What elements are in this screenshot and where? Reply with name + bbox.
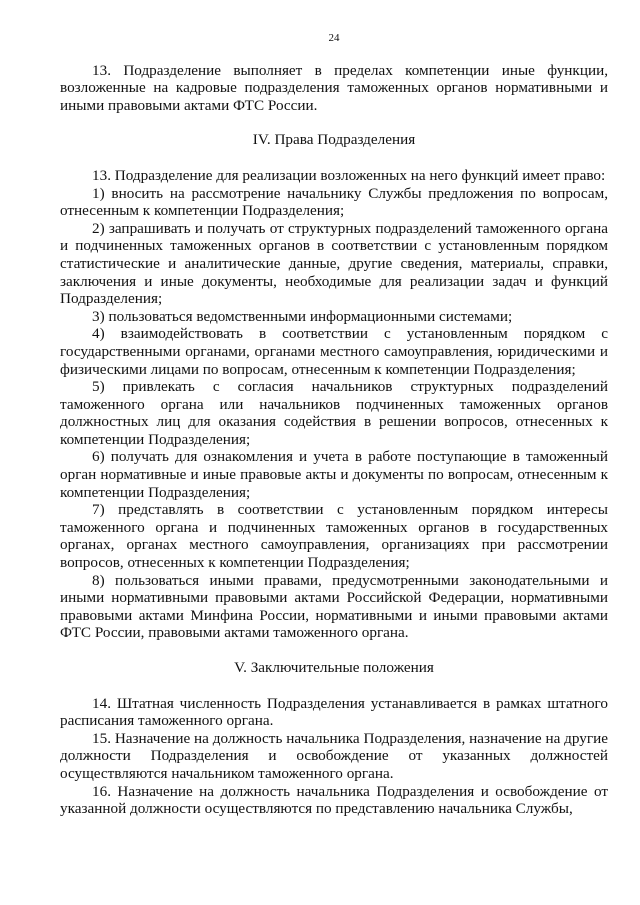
right-item-7: 7) представлять в соответствии с установленным порядком интересы таможенного органа и подчиненных таможенных органов в государственных органах, органах местного самоуправления, организациях при рассмотрении вопросов, отнесенных к компетенции Подразделения; (60, 501, 608, 572)
right-item-8: 8) пользоваться иными правами, предусмотренными законодательными и иными нормативными правовыми актами Российской Федерации, нормативными правовыми актами Минфина России, нормативными и иными правовыми актами ФТС России, правовыми актами таможенного органа. (60, 571, 608, 642)
final-provision-16: 16. Назначение на должность начальника Подразделения и освобождение от указанной должности осуществляются по представлению начальника Службы, (60, 782, 608, 818)
final-provision-15: 15. Назначение на должность начальника Подразделения, назначение на другие должности Подразделения и освобождение от указанных должностей осуществляются начальником таможенного органа. (60, 729, 608, 782)
final-provision-14: 14. Штатная численность Подразделения устанавливается в рамках штатного расписания таможенного органа. (60, 694, 608, 730)
right-item-5: 5) привлекать с согласия начальников структурных подразделений таможенного органа или начальников подчиненных таможенных органов должностных лиц для оказания содействия в решении вопросов, отнесенных к компетенции Подразделения; (60, 378, 608, 448)
right-item-3: 3) пользоваться ведомственными информационными системами; (92, 307, 513, 325)
section-iv-heading: IV. Права Подразделения (252, 131, 416, 149)
right-item-2: 2) запрашивать и получать от структурных подразделений таможенного органа и подчиненных таможенных органов в соответствии с установленным порядком статистические и аналитические данные, другие сведения, материалы, справки, заключения и иные документы, необходимые для реализации задач и функций Подразделения; (60, 219, 608, 308)
page-number: 24 (328, 32, 340, 44)
right-item-1: 1) вносить на рассмотрение начальнику Службы предложения по вопросам, отнесенным к компетенции Подразделения; (60, 184, 608, 220)
right-item-4: 4) взаимодействовать в соответствии с установленным порядком с государственными органами, органами местного самоуправления, юридическими и физическими лицами по вопросам, отнесенным к компетенции Подразделения; (60, 325, 608, 378)
paragraph-13-functions: 13. Подразделение выполняет в пределах компетенции иные функции, возложенные на кадровые подразделения таможенных органов нормативными и иными правовыми актами ФТС России. (60, 61, 608, 114)
section-iv-intro: 13. Подразделение для реализации возложенных на него функций имеет право: (92, 166, 606, 184)
section-v-heading: V. Заключительные положения (234, 659, 434, 676)
right-item-6: 6) получать для ознакомления и учета в работе поступающие в таможенный орган нормативные и иные правовые акты и документы по вопросам, отнесенным к компетенции Подразделения; (60, 448, 608, 501)
